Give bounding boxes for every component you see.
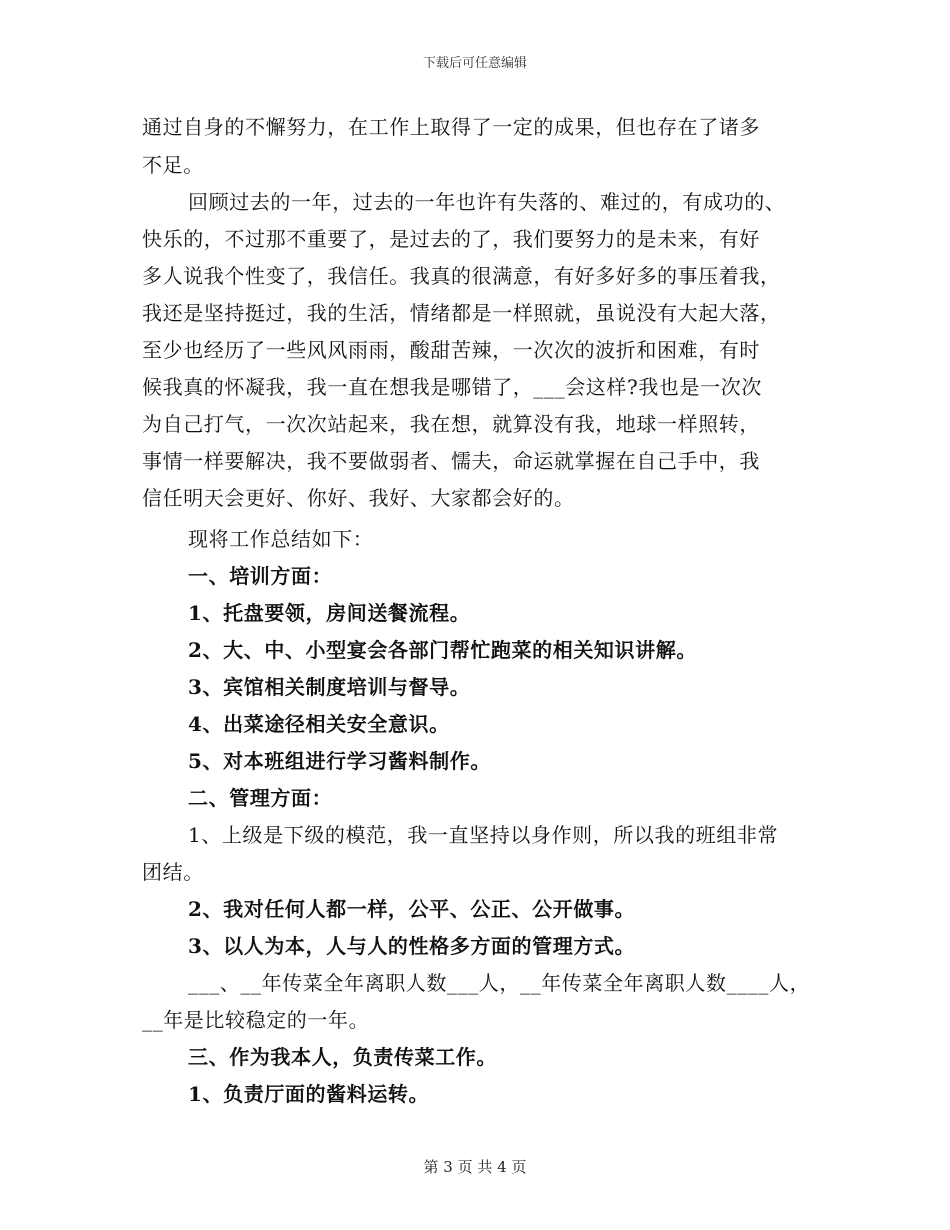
body-line: 至少也经历了一些风风雨雨，酸甜苦辣，一次次的波折和困难，有时 bbox=[142, 338, 760, 362]
list-item: 3、以人为本，人与人的性格多方面的管理方式。 bbox=[188, 934, 636, 958]
body-line: 多人说我个性变了，我信任。我真的很满意，有好多好多的事压着我， bbox=[142, 264, 781, 288]
list-item: 1、托盘要领，房间送餐流程。 bbox=[188, 601, 471, 625]
section-heading: 一、培训方面： bbox=[188, 564, 333, 588]
body-line: 回顾过去的一年，过去的一年也许有失落的、难过的，有成功的、 bbox=[188, 190, 786, 214]
section-heading: 二、管理方面： bbox=[188, 786, 333, 810]
body-line: ___、__年传菜全年离职人数___人，__年传菜全年离职人数____人， bbox=[188, 971, 811, 995]
list-item: 4、出菜途径相关安全意识。 bbox=[188, 712, 450, 736]
list-item: 1、负责厅面的酱料运转。 bbox=[188, 1082, 430, 1106]
body-line: 我还是坚持挺过，我的生活，情绪都是一样照就，虽说没有大起大落， bbox=[142, 301, 781, 325]
page-header: 下载后可任意编辑 bbox=[422, 56, 527, 71]
section-heading: 三、作为我本人，负责传菜工作。 bbox=[188, 1045, 497, 1069]
body-line: 事情一样要解决，我不要做弱者、懦夫，命运就掌握在自己手中，我 bbox=[142, 449, 760, 473]
body-line: 通过自身的不懈努力，在工作上取得了一定的成果，但也存在了诸多 bbox=[142, 115, 760, 139]
page-number: 第 3 页 共 4 页 bbox=[423, 1158, 527, 1176]
list-item: 2、大、中、小型宴会各部门帮忙跑菜的相关知识讲解。 bbox=[188, 638, 697, 662]
body-line: 快乐的，不过那不重要了，是过去的了，我们要努力的是未来，有好 bbox=[142, 227, 760, 251]
body-line: 候我真的怀凝我，我一直在想我是哪错了，___会这样?我也是一次次 bbox=[142, 375, 762, 399]
list-item: 5、对本班组进行学习酱料制作。 bbox=[188, 749, 491, 773]
body-line: 现将工作总结如下： bbox=[188, 527, 374, 551]
body-line: __年是比较稳定的一年。 bbox=[142, 1008, 370, 1032]
body-line: 1、上级是下级的模范，我一直坚持以身作则，所以我的班组非常 bbox=[188, 823, 779, 847]
body-line: 团结。 bbox=[142, 860, 204, 884]
body-line: 信任明天会更好、你好、我好、大家都会好的。 bbox=[142, 486, 575, 510]
body-line: 为自己打气，一次次站起来，我在想，就算没有我，地球一样照转， bbox=[142, 412, 760, 436]
body-line: 不足。 bbox=[142, 153, 204, 177]
list-item: 3、宾馆相关制度培训与督导。 bbox=[188, 675, 471, 699]
list-item: 2、我对任何人都一样，公平、公正、公开做事。 bbox=[188, 897, 636, 921]
